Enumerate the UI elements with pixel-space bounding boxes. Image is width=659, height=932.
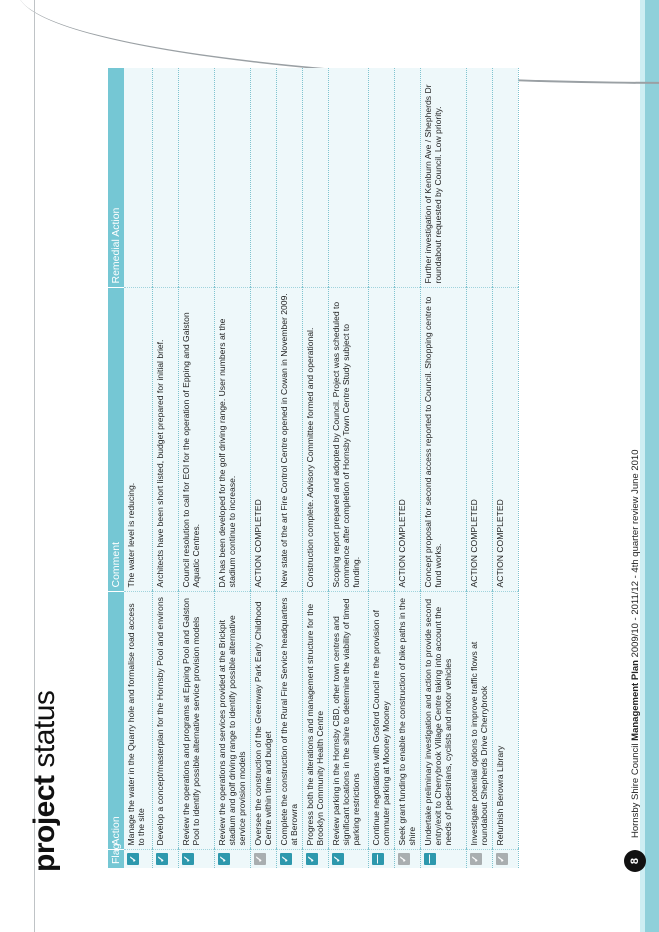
- footer-text: [630, 450, 641, 839]
- remedial-action-cell: [328, 68, 368, 288]
- completed-check-flag-icon: ✓: [254, 853, 266, 865]
- flag-cell: [250, 850, 276, 868]
- table-row: [152, 68, 178, 868]
- comment-cell: New state of the art Fire Control Centre opened in Cowan in November 2009.: [276, 288, 302, 592]
- completed-check-flag-icon: ✓: [398, 853, 410, 865]
- action-cell: Continue negotiations with Gosford Council re the provision of commuter parking at Mooney Mooney: [368, 592, 394, 850]
- comment-cell: [368, 288, 394, 592]
- comment-cell: ACTION COMPLETED: [394, 288, 420, 592]
- footer-plan-name: Management Plan: [629, 660, 641, 741]
- comment-cell: The water level is reducing.: [124, 288, 152, 592]
- action-cell: Manage the water in the Quarry hole and formalise road access to the site: [124, 592, 152, 850]
- table-row: [394, 68, 420, 868]
- flag-cell: [328, 850, 368, 868]
- footer-prefix: Hornsby Shire Council: [629, 740, 641, 838]
- flag-cell: [124, 850, 152, 868]
- action-cell: Refurbish Berowra Library: [492, 592, 518, 850]
- comment-cell: Concept proposal for second access reported to Council. Shopping centre to fund works.: [420, 288, 466, 592]
- dash-flag-icon: —: [424, 854, 434, 864]
- table-row: [214, 68, 250, 868]
- flag-cell: [302, 850, 328, 868]
- comment-cell: Council resolution to call for EOI for the operation of Epping and Galston Aquatic Centres.: [178, 288, 214, 592]
- table-row: [328, 68, 368, 868]
- action-cell: Undertake preliminary investigation and action to provide second entry/exit to Cherrybrook Village Centre taking into account the needs of pedestrians, cyclists and motor vehicles: [420, 592, 466, 850]
- comment-cell: ACTION COMPLETED: [466, 288, 492, 592]
- remedial-action-cell: [152, 68, 178, 288]
- remedial-action-cell: [492, 68, 518, 288]
- comment-cell: ACTION COMPLETED: [492, 288, 518, 592]
- comment-cell: ACTION COMPLETED: [250, 288, 276, 592]
- action-cell: Review the operations and services provided at the Brickpit stadium and golf driving range to identify possible alternative service provision models: [214, 592, 250, 850]
- remedial-action-cell: [302, 68, 328, 288]
- completed-check-flag-icon: ✓: [496, 853, 508, 865]
- table-row: [178, 68, 214, 868]
- page-title-bold: project: [28, 775, 61, 872]
- action-cell: Review the operations and programs at Epping Pool and Galston Pool to identify possible alternative service provision models: [178, 592, 214, 850]
- table-row: [420, 68, 466, 868]
- flag-cell: [276, 850, 302, 868]
- page-title-light: status: [28, 690, 61, 776]
- action-cell: Develop a concept/masterplan for the Hornsby Pool and environs: [152, 592, 178, 850]
- flag-cell: [394, 850, 420, 868]
- check-flag-icon: ✓: [218, 853, 230, 865]
- check-flag-icon: ✓: [280, 853, 292, 865]
- flag-cell: [420, 850, 466, 868]
- flag-cell: [492, 850, 518, 868]
- dash-flag-icon: —: [372, 854, 382, 864]
- comment-cell: Construction complete. Advisory Committee formed and operational.: [302, 288, 328, 592]
- project-status-table: [108, 68, 519, 868]
- header-comment: Comment: [108, 288, 124, 592]
- remedial-action-cell: [250, 68, 276, 288]
- remedial-action-cell: [466, 68, 492, 288]
- table-row: [302, 68, 328, 868]
- remedial-action-cell: [178, 68, 214, 288]
- completed-check-flag-icon: ✓: [470, 853, 482, 865]
- flag-cell: [368, 850, 394, 868]
- action-cell: Oversee the construction of the Greenway Park Early Childhood Centre within time and budget: [250, 592, 276, 850]
- page-number: 8: [624, 850, 646, 872]
- table-row: [492, 68, 518, 868]
- action-cell: Progress both the alterations and management structure for the Brooklyn Community Health Centre: [302, 592, 328, 850]
- flag-cell: [152, 850, 178, 868]
- comment-cell: Architects have been short listed, budget prepared for initial brief.: [152, 288, 178, 592]
- table-header-row: [108, 68, 124, 868]
- check-flag-icon: ✓: [332, 853, 344, 865]
- check-flag-icon: ✓: [306, 853, 318, 865]
- flag-cell: [178, 850, 214, 868]
- remedial-action-cell: [124, 68, 152, 288]
- remedial-action-cell: [214, 68, 250, 288]
- table-row: [124, 68, 152, 868]
- remedial-action-cell: [276, 68, 302, 288]
- remedial-action-cell: Further investigation of Kenburn Ave / Shepherds Dr roundabout requested by Council. Low priority.: [420, 68, 466, 288]
- footer-suffix: 2009/10 - 2011/12 - 4th quarter review June 2010: [629, 449, 641, 661]
- flag-cell: [466, 850, 492, 868]
- comment-cell: DA has been developed for the golf driving range. User numbers at the stadium continue to increase.: [214, 288, 250, 592]
- action-cell: Review parking in the Hornsby CBD, other town centres and significant locations in the shire to determine the viability of timed parking restrictions: [328, 592, 368, 850]
- page-footer: [624, 450, 646, 873]
- check-flag-icon: ✓: [182, 853, 194, 865]
- page-title: [28, 691, 62, 872]
- header-action: Action: [108, 592, 124, 850]
- check-flag-icon: ✓: [127, 853, 139, 865]
- table-row: [466, 68, 492, 868]
- remedial-action-cell: [394, 68, 420, 288]
- table-row: [276, 68, 302, 868]
- action-cell: Complete the construction of the Rural Fire Service headquarters at Berowra: [276, 592, 302, 850]
- action-cell: Seek grant funding to enable the construction of bike paths in the shire: [394, 592, 420, 850]
- check-flag-icon: ✓: [156, 853, 168, 865]
- flag-cell: [214, 850, 250, 868]
- comment-cell: Scoping report prepared and adopted by Council. Project was scheduled to commence after completion of Hornsby Town Centre Study subject to funding.: [328, 288, 368, 592]
- header-flag: Flag: [108, 850, 124, 868]
- table-row: [250, 68, 276, 868]
- remedial-action-cell: [368, 68, 394, 288]
- header-remedial-action: Remedial Action: [108, 68, 124, 288]
- table-row: [368, 68, 394, 868]
- action-cell: Investigate potential options to improve traffic flows at roundabout Shepherds Drive Cherrybrook: [466, 592, 492, 850]
